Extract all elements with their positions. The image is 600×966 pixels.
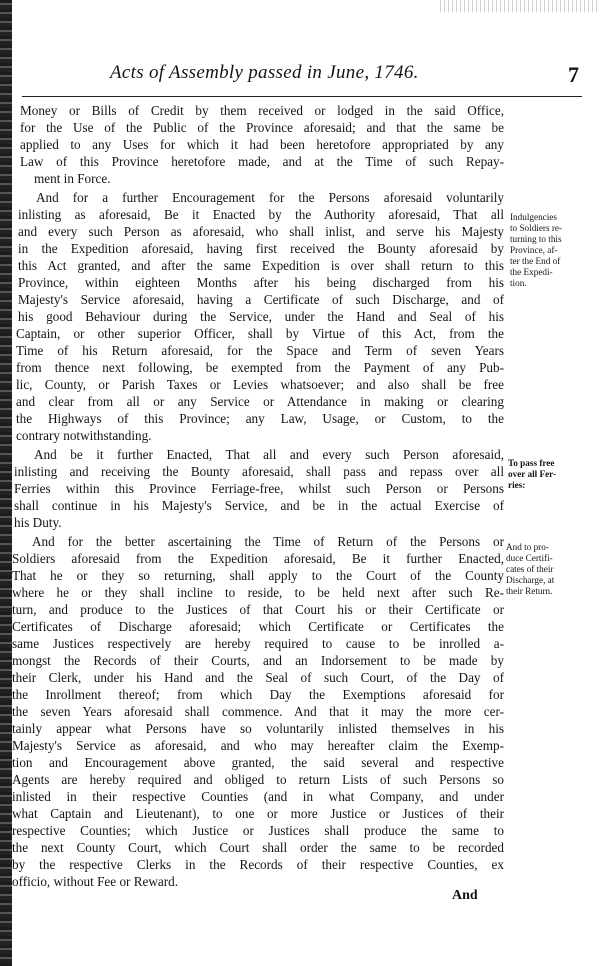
text-line: his good Behaviour during the Service, under the Hand and Seal of his (18, 309, 504, 324)
margin-note-line: Discharge, at (506, 575, 555, 585)
text-line: tion and Encouragement above granted, the said several and respective (12, 755, 504, 770)
text-line: turn, and produce to the Justices of that Court his or their Certificate or (12, 602, 504, 617)
margin-note-line: Indulgencies (510, 212, 557, 222)
margin-note-certificates (506, 542, 592, 597)
text-line: the seven Years aforesaid shall commence. And that it may the more cer- (12, 704, 504, 719)
text-line: That he or they so returning, shall apply to the Court of the County (12, 568, 504, 583)
page-number: 7 (568, 62, 579, 87)
margin-note-line: their Return. (506, 586, 553, 596)
text-line: lic, County, or Parish Taxes or Levies whatsoever; and also shall be free (16, 377, 504, 392)
text-line: Majesty's Service aforesaid, having a Certificate of such Discharge, and of (18, 292, 504, 307)
text-line: what Captain and Lieutenant), to one or more Justice or Justices of their (12, 806, 504, 821)
text-line: inlisted in their respective Counties (and in what Company, and under (12, 789, 504, 804)
text-line: Province, within eighteen Months after his being discharged from his (18, 275, 504, 290)
text-line: same Justices respectively are hereby required to cause to be inrolled a- (12, 636, 504, 651)
text-line: Agents are hereby required and obliged to return Lists of such Persons so (12, 772, 504, 787)
text-line: from thence next following, be exempted from the Payment of any Pub- (16, 360, 504, 375)
text-line: ment in Force. (34, 171, 111, 186)
text-line: Captain, or other superior Officer, shall by Virtue of this Act, from the (16, 326, 504, 341)
text-line: his Duty. (14, 515, 62, 530)
text-line: shall continue in his Majesty's Service, and be in the actual Exercise of (14, 498, 504, 513)
margin-note-line: To pass free (508, 458, 555, 468)
text-line: the Highways of this Province; any Law, Usage, or Custom, to the (16, 411, 504, 426)
text-line: applied to any Uses for which it had been heretofore appropriated by any (20, 137, 504, 152)
text-line: inlisting as aforesaid, Be it Enacted by the Authority aforesaid, That all (18, 207, 504, 222)
margin-note-line: tion. (510, 278, 527, 288)
text-line: Ferries within this Province Ferriage-free, whilst such Person or Persons (14, 481, 504, 496)
text-line: Time of his Return aforesaid, for the Space and Term of seven Years (16, 343, 504, 358)
header-rule (22, 96, 582, 97)
text-line: by the respective Clerks in the Records of their respective Counties, ex (12, 857, 504, 872)
text-line: contrary notwithstanding. (16, 428, 152, 443)
text-line: Money or Bills of Credit by them received or lodged in the said Office, (20, 103, 504, 118)
text-line: Soldiers aforesaid from the Expedition aforesaid, Be it further Enacted, (12, 551, 504, 566)
page-edge-texture (440, 0, 600, 12)
margin-note-line: And to pro- (506, 542, 549, 552)
text-line: inlisting and receiving the Bounty aforesaid, shall pass and repass over all (14, 464, 504, 479)
text-line: And for a further Encouragement for the Persons aforesaid voluntarily (36, 190, 504, 205)
margin-note-indulgencies (510, 212, 596, 289)
text-line: Law of this Province heretofore made, and at the Time of such Repay- (20, 154, 504, 169)
margin-note-line: the Expedi- (510, 267, 553, 277)
text-line: for the Use of the Public of the Province aforesaid; and that the same be (20, 120, 504, 135)
binding-edge (0, 0, 12, 966)
margin-note-line: turning to this (510, 234, 562, 244)
text-line: Majesty's Service as aforesaid, and who may hereafter claim the Exemp- (12, 738, 504, 753)
text-line: this Act granted, and after the same Expedition is over shall return to this (18, 258, 504, 273)
margin-note-line: Province, af- (510, 245, 558, 255)
margin-note-line: cates of their (506, 564, 554, 574)
text-line: their Clerk, under his Hand and the Seal of such Court, of the Day of (12, 670, 504, 685)
text-line: officio, without Fee or Reward. (12, 874, 179, 889)
text-line: in the Expedition aforesaid, having first received the Bounty aforesaid by (18, 241, 504, 256)
text-line: tainly appear what Persons have so voluntarily inlisted themselves in his (12, 721, 504, 736)
text-line: the Inrollment thereof; from which Day the Exemptions aforesaid for (12, 687, 504, 702)
running-title: Acts of Assembly passed in June, 1746. (110, 62, 419, 83)
text-line: and clear from all or any Service or Attendance in making or clearing (16, 394, 504, 409)
margin-note-line: over all Fer- (508, 469, 556, 479)
margin-note-line: ter the End of (510, 256, 561, 266)
text-line: where he or they shall incline to reside, to be held next after such Re- (12, 585, 504, 600)
margin-note-line: ries: (508, 480, 526, 490)
text-line: And be it further Enacted, That all and every such Person aforesaid, (34, 447, 504, 462)
text-line: Certificates of Discharge aforesaid; which Certificate or Certificates the (12, 619, 504, 634)
catchword: And (452, 888, 478, 903)
margin-note-line: to Soldiers re- (510, 223, 563, 233)
margin-note-line: duce Certifi- (506, 553, 553, 563)
text-line: respective Counties; which Justice or Justices shall produce the same to (12, 823, 504, 838)
text-line: And for the better ascertaining the Time of Return of the Persons or (32, 534, 504, 549)
text-line: mongst the Records of their Courts, and an Indorsement to be made by (12, 653, 504, 668)
margin-note-ferries (508, 458, 594, 491)
text-line: and every such Person as aforesaid, who shall inlist, and serve his Majesty (18, 224, 504, 239)
text-line: the next County Court, which Court shall order the same to be recorded (12, 840, 504, 855)
